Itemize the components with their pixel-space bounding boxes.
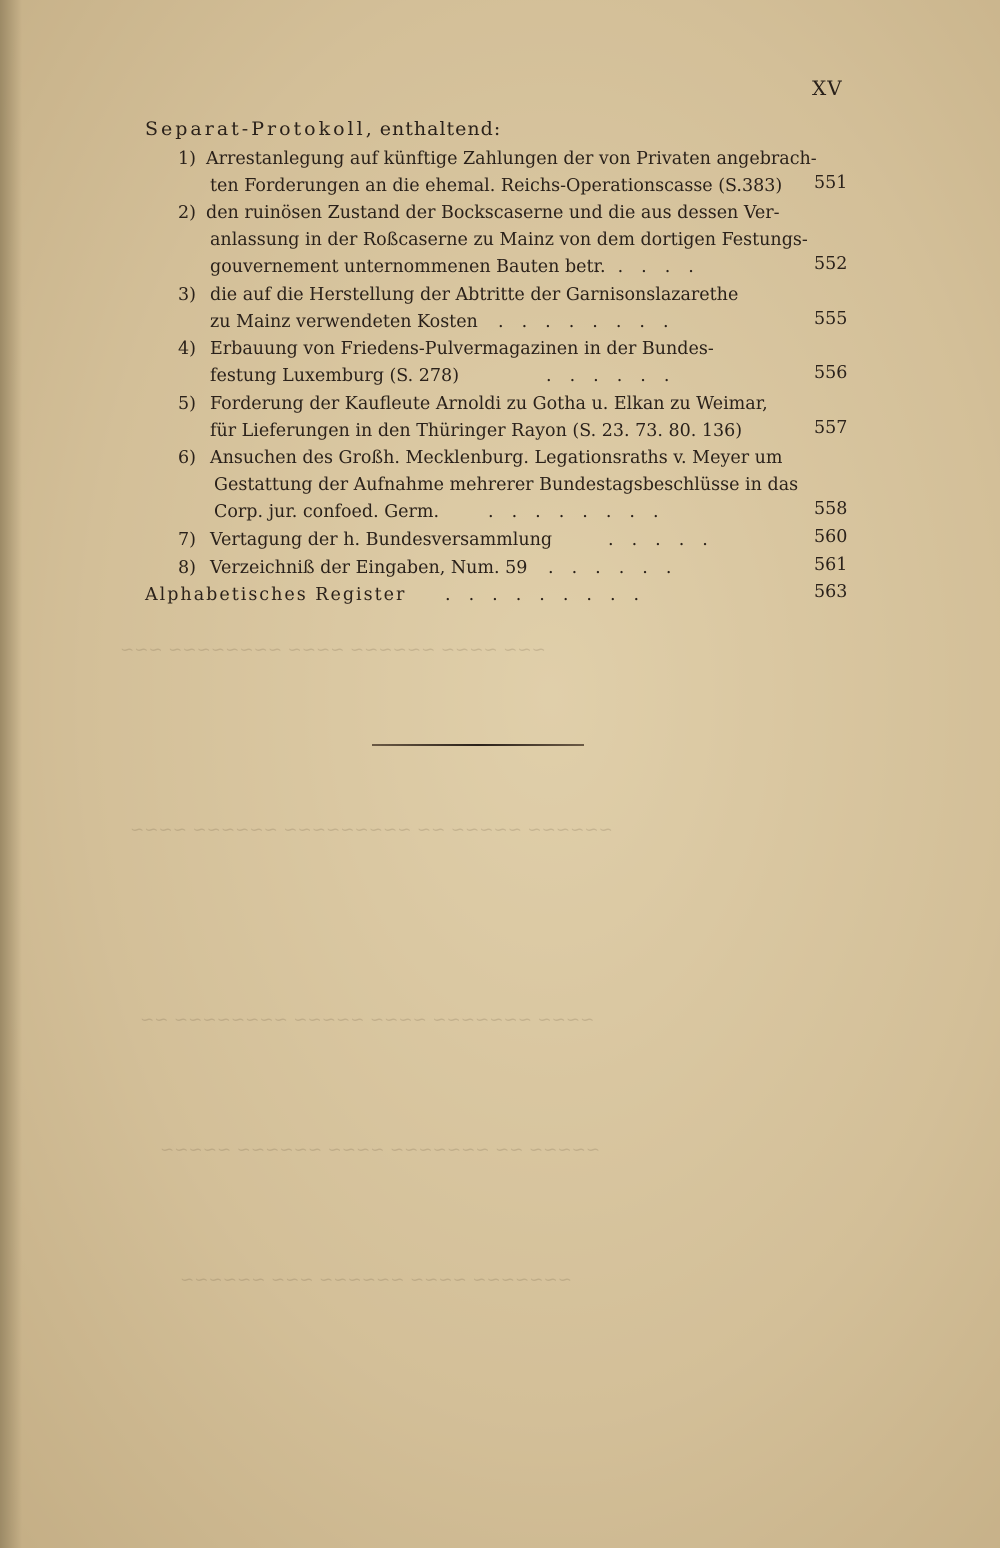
entry-line: Forderung der Kaufleute Arnoldi zu Gotha u. Elkan zu Weimar, xyxy=(210,394,768,414)
entry-line: anlassung in der Roßcaserne zu Mainz von dem dortigen Festungs- xyxy=(210,230,808,250)
entry-number: 7) xyxy=(178,530,196,550)
entry-number: 2) xyxy=(178,203,196,223)
page-number: XV xyxy=(812,76,843,100)
entry-number: 4) xyxy=(178,339,196,359)
dot-leaders: ........ xyxy=(488,502,677,522)
entry-page: 551 xyxy=(814,173,848,193)
dot-leaders: ..... xyxy=(608,530,726,550)
entry-number: 5) xyxy=(178,394,196,414)
dot-leaders: ........ xyxy=(498,312,687,332)
entry-line: den ruinösen Zustand der Bockscaserne und die aus dessen Ver- xyxy=(206,203,780,223)
register-page: 563 xyxy=(814,582,848,602)
entry-line: festung Luxemburg (S. 278) xyxy=(210,366,460,386)
entry-number: 8) xyxy=(178,558,196,578)
section-heading xyxy=(145,118,501,140)
bleed-through-text: ~~~ ~~~~ ~~~~~~ ~~~~ ~~~~~~~~ ~~~ xyxy=(120,640,546,660)
entry-line: die auf die Herstellung der Abtritte der Garnisonslazarethe xyxy=(210,285,739,305)
bleed-through-text: ~~~~ ~~~~~~~ ~~~~ ~~~~~ ~~~~~~~~ ~~ xyxy=(140,1010,595,1030)
entry-line: Gestattung der Aufnahme mehrerer Bundestagsbeschlüsse in das xyxy=(214,475,799,495)
dot-leaders: ......... xyxy=(445,585,658,605)
entry-line: Arrestanlegung auf künftige Zahlungen der von Privaten angebrach- xyxy=(206,149,817,169)
dot-leaders: ...... xyxy=(548,558,690,578)
heading-suffix: , enthaltend: xyxy=(365,118,502,140)
entry-number: 3) xyxy=(178,285,196,305)
entry-line: Vertagung der h. Bundesversammlung xyxy=(210,530,553,550)
entry-line: Corp. jur. confoed. Germ. xyxy=(214,502,440,522)
entry-line: Ansuchen des Großh. Mecklenburg. Legationsraths v. Meyer um xyxy=(210,448,783,468)
dot-leaders: ...... xyxy=(546,366,688,386)
dot-leaders: ..... xyxy=(594,257,712,277)
entry-line: Erbauung von Friedens-Pulvermagazinen in der Bundes- xyxy=(210,339,714,359)
page-edge-shadow xyxy=(0,0,22,1548)
entry-page: 558 xyxy=(814,499,848,519)
entry-line: zu Mainz verwendeten Kosten xyxy=(210,312,478,332)
entry-page: 556 xyxy=(814,363,848,383)
entry-page: 555 xyxy=(814,309,848,329)
bleed-through-text: ~~~~~ ~~ ~~~~~~~ ~~~~ ~~~~~~ ~~~~~ xyxy=(160,1140,601,1160)
bleed-through-text: ~~~~~~~ ~~~~ ~~~~~~ ~~~ ~~~~~~ xyxy=(180,1270,572,1290)
entry-line: für Lieferungen in den Thüringer Rayon (S. 23. 73. 80. 136) xyxy=(210,421,743,441)
register-label: Alphabetisches Register xyxy=(145,585,407,605)
entry-page: 560 xyxy=(814,527,848,547)
entry-line: gouvernement unternommenen Bauten betr. xyxy=(210,257,606,277)
entry-page: 557 xyxy=(814,418,848,438)
heading-label: Separat-Protokoll xyxy=(145,118,366,140)
entry-page: 561 xyxy=(814,555,848,575)
entry-line: ten Forderungen an die ehemal. Reichs-Operationscasse (S.383) xyxy=(210,176,783,196)
section-divider xyxy=(372,744,584,746)
entry-page: 552 xyxy=(814,254,848,274)
bleed-through-text: ~~~~~~ ~~~~~ ~~ ~~~~~~~~~ ~~~~~~ ~~~~ xyxy=(130,820,613,840)
entry-number: 6) xyxy=(178,448,196,468)
entry-number: 1) xyxy=(178,149,196,169)
entry-line: Verzeichniß der Eingaben, Num. 59 xyxy=(210,558,528,578)
